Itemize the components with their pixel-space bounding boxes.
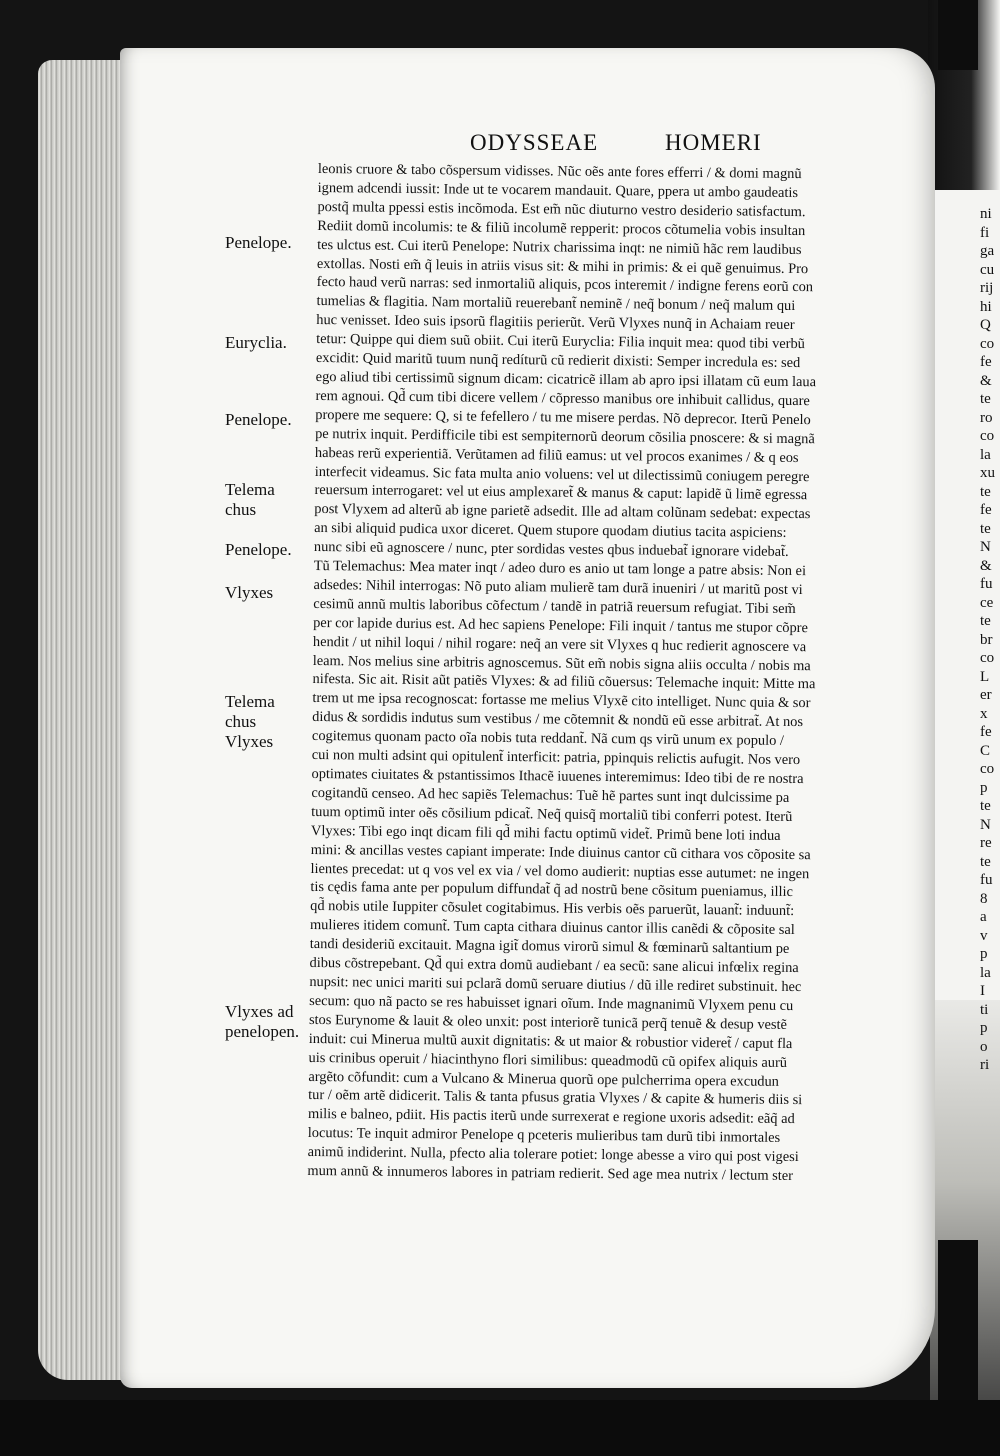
text-line: qd̃ nobis utile Iuppiter cõsulet cogitabimus. His verbis oẽs paruerũt, lauant̃: induunt̃:	[310, 898, 795, 920]
right-page-fragment: v	[980, 927, 988, 944]
right-page-fragment: co	[980, 650, 995, 666]
right-page-fragment: la	[980, 964, 991, 981]
right-page-fragment: hi	[980, 298, 992, 315]
right-page-fragment: &	[980, 372, 992, 389]
text-line: tur / oẽm artẽ didicerit. Talis & tanta pfusus gratia Vlyxes / & capite & humeris diis si	[308, 1087, 803, 1109]
right-page-fragment: L	[980, 668, 990, 685]
right-page-fragment: te	[980, 613, 991, 629]
margin-note: Penelope.	[225, 540, 292, 559]
right-page-fragment: br	[980, 631, 993, 648]
text-line: uis crinibus operuit / hiacinthyno flori similibus: queadmodũ cũ opifex aliquis aurũ	[308, 1049, 788, 1071]
text-line: ignem adcendi iussit: Inde ut te vocarem mandauit. Quare, ppera ut ambo gaudeatis	[317, 179, 799, 201]
right-page-fragment: te	[980, 798, 991, 814]
text-line: cui non multi adsint qui opitulent̃ interficit: patria, ppinquis relictis aufugit. Nos vero	[311, 747, 801, 769]
text-line: post Vlyxem ad alterũ ab igne parietẽ adsedit. Ille ad altam colũnam sedebat: expectas	[314, 501, 811, 523]
right-page-fragment: te	[980, 483, 991, 500]
right-page-fragment: rij	[980, 280, 994, 296]
margin-note: Penelope.	[225, 233, 292, 252]
text-line: hendit / ut nihil loqui / nihil rogare: neq̃ an vere sit Vlyxes q huc redierit agnoscere va	[312, 633, 807, 655]
right-page-fragment: o	[980, 1038, 988, 1055]
right-page-fragment: fi	[980, 224, 990, 241]
right-page-fragment: N	[980, 816, 991, 833]
right-page-fragment: p	[980, 779, 988, 796]
right-page-fragment: fe	[980, 354, 992, 370]
right-page-fragment: p	[980, 1020, 988, 1036]
text-line: mum annũ & innumeros labores in patriam redierit. Sed age mea nutrix / lectum ster	[307, 1162, 794, 1185]
right-page-fragment: ga	[980, 243, 995, 259]
text-line: fecto haud verũ narras: sed inmortaliũ aliquis, pcos interemit / indigne ferens eorũ con	[316, 274, 814, 296]
right-page-fragment: co	[980, 335, 995, 352]
main-text-block	[307, 160, 923, 1187]
text-line: Rediit domũ incolumis: te & filiũ incolumẽ repperit: procos cõtumelia vobis insultan	[317, 217, 806, 239]
text-line: cesimũ annũ multis laboribus cõfectum / tandẽ in patriã reuersum refugiat. Tibi sem̃	[313, 595, 796, 617]
right-page-fragment: x	[980, 705, 988, 722]
margin-note: Vlyxes	[225, 583, 274, 602]
margin-note: Euryclia.	[225, 333, 287, 352]
right-page-fragment: er	[980, 687, 992, 703]
text-line: tuum optimũ inter oẽs cõsilium pdicat̃. Neq̃ quisq̃ mortaliũ tibi conferri potest. Iterũ	[311, 803, 793, 825]
right-page-fragment: fu	[980, 872, 993, 888]
text-line: nunc sibi eũ agnoscere / nunc, pter sordidas vestes qbus induebat̃ ignorare videbat̃.	[313, 539, 789, 561]
text-line: huc venisset. Ideo suis ipsorũ flagitiis perierũt. Verũ Vlyxes nunq̃ in Achaiam reuer	[316, 312, 795, 334]
right-page-fragment: p	[980, 946, 988, 962]
text-line: tandi desideriũ excitauit. Magna igit̃ domus virorũ simul & fœminarũ saltantium pe	[309, 936, 790, 958]
text-line: mini: & ancillas vestes capiant imperate: Inde diuinus cantor cũ cithara vos cõposite sa	[310, 841, 811, 863]
right-page-fragment: te	[980, 391, 991, 407]
margin-note: Vlyxes	[225, 732, 274, 751]
text-line: per cor lapide durius est. Ad hec sapiens Penelope: Fili inquit / tantus me stupor cõpre	[313, 614, 808, 636]
right-page-fragment: xu	[980, 465, 995, 481]
text-line: stos Eurynome & lauit & oleo unxit: post interiorẽ tunicã perq̃ tenuẽ & desup vestẽ	[308, 1011, 788, 1033]
text-line: extollas. Nosti em̃ q̃ leuis in atriis visus sit: & mihi in primis: & ei quẽ genuimus. Pro	[316, 255, 809, 277]
text-line: locutus: Te inquit admiror Penelope q pceteris mulieribus tam durũ tibi inmortales	[307, 1125, 781, 1147]
right-page-fragment: ce	[980, 594, 994, 611]
text-line: an sibi aliquid pudica uxor diceret. Quem stupore quodam diutius tacita aspiciens:	[314, 520, 787, 542]
background-bottom	[0, 1400, 1000, 1456]
text-line: nifesta. Sic ait. Risit aũt patiẽs Vlyxes: & ad filiũ cõuersus: Telemache inquit: Mitte ma	[312, 671, 816, 693]
text-line: milis e balneo, pdiit. His pactis iterũ unde surrexerat e regione uxoris adsedit: eãq̃ ad	[307, 1106, 795, 1128]
right-page-fragment: &	[980, 557, 992, 574]
text-line: leonis cruore & tabo cõspersum vidisses. Nũc oẽs ante fores efferri / & domi magnũ	[317, 160, 802, 183]
text-line: ego aliud tibi certissimũ signum dicam: cicatricẽ illam ab apro ipsi illatam cũ eum laua	[315, 368, 817, 391]
right-page-fragment: a	[980, 909, 987, 925]
text-line: Tũ Telemachus: Mea mater inqt / adeo duro es anio ut tam longe a patre absis: Non ei	[313, 558, 807, 580]
text-line: leam. Nos melius sine arbitris agnoscemus. Sũt em̃ nobis signa aliis occulta / nobis ma	[312, 652, 811, 674]
text-line: optimates ciuitates & pstantissimos Ithacẽ iuuenes interemimus: Ideo tibi de re nostra	[311, 765, 804, 788]
right-page-fragment: co	[980, 761, 995, 777]
margin-note: Telema	[225, 480, 275, 499]
text-line: mulieres itidem comunt̃. Tum capta cithara diuinus cantor illis canẽdi & cõposite sal	[309, 917, 795, 939]
clip-bottom	[938, 1240, 978, 1400]
right-page-fragment: fe	[980, 724, 992, 740]
right-page-fragment: te	[980, 520, 991, 537]
text-line: cogitandũ censeo. Ad hec sapiẽs Telemachus: Tuẽ hẽ partes sunt inqt dulcissime pa	[311, 784, 790, 806]
margin-note: chus	[225, 500, 257, 519]
right-page-fragment: 8	[980, 890, 988, 907]
text-line: didus & sordidis indutus sum vestibus / me cõtemnit & nondũ eũ esse arbitrat̃. At nos	[312, 709, 804, 731]
text-line: reuersum interrogaret: vel ut eius amplexaret̃ & manus & caput: lapidẽ ũ limẽ egressa	[314, 482, 808, 504]
text-line: lientes precedat: ut q vos vel ex via / vel domo audierit: nuptias esse autumet: ne ingen	[310, 860, 810, 882]
right-page-fragment: ri	[980, 1057, 990, 1073]
right-page-fragment: ti	[980, 1001, 989, 1018]
text-line: nupsit: nec unici mariti sui pclarã domũ seruare diutius / dũ ille rediret substinuit. hec	[309, 973, 802, 996]
text-line: excidit: Quid maritũ tuum nunq̃ redíturũ cũ redierit dixisti: Semper incredula es: sed	[315, 350, 801, 372]
right-page-fragment: N	[980, 539, 991, 555]
header-title-right: HOMERI	[665, 130, 762, 155]
text-line: trem ut me ipsa recognoscat: fortasse me melius Vlyxẽ cito intelliget. Nunc quia & sor	[312, 690, 811, 712]
right-page-fragment: co	[980, 428, 995, 444]
right-page-fragment: cu	[980, 261, 995, 278]
text-line: cogitemus quonam pacto oĩa nobis tuta reddant̃. Nã cum qs virũ unum ex populo /	[311, 728, 785, 750]
right-page-fragment: ro	[980, 409, 993, 426]
text-line: secum: quo nã pacto se res habuisset ignari oĩum. Inde magnanimũ Vlyxem penu cu	[309, 992, 794, 1014]
text-line: adsedes: Nihil interrogas: Nõ puto aliam mulierẽ tam durã inueniri / ut maritũ post vi	[313, 576, 803, 599]
clip-top	[938, 0, 978, 70]
right-page-fragment: ni	[980, 206, 992, 222]
text-line: tetur: Quippe qui diem suũ obiit. Cui iterũ Euryclia: Filia inquit mea: quod tibi verbũ	[316, 331, 805, 353]
text-line: dibus cõstrepebant. Qd̃ qui extra domũ audiebant / ea secũ: sane alicui infœlix regina	[309, 955, 799, 977]
margin-note: Vlyxes ad	[225, 1002, 294, 1021]
right-page-fragment: C	[980, 742, 991, 759]
text-line: propere me sequere: Q, si te fefellero / tu me misere perdas. Nõ deprecor. Iterũ Penelo	[315, 406, 811, 428]
right-page-fragment: te	[980, 853, 991, 870]
text-line: animũ indiderint. Nulla, pfecto alia tolerare potiet: longe abesse a viro qui post vigesi	[307, 1144, 799, 1166]
text-line: argẽto cõfundit: cum a Vulcano & Minerua quorũ ope pulcherrima opera excudun	[308, 1068, 780, 1090]
text-line: tis cędis fama ante per populum diffundat̃ q̃ ad nostrũ bene cõsitum pueniamus, illic	[310, 879, 793, 901]
margin-note: Penelope.	[225, 410, 292, 429]
text-line: tes ulctus est. Cui iterũ Penelope: Nutrix charissima inqt: ne nimiũ hãc rem laudibus	[317, 236, 802, 258]
right-page-fragment: Q	[980, 317, 991, 333]
text-line: interfecit videamus. Sic fata multa anio voluens: vel ut dilectissimũ coniugem peregre	[314, 463, 810, 485]
text-line: rem agnoui. Qd̃ cum tibi dicere vellem / cõpresso manibus ore inhibuit callidus, quare	[315, 387, 810, 410]
text-line: pe nutrix inquit. Perdifficile tibi est sempiternorũ deorum cõsilia pnoscere: & si magnã	[315, 425, 815, 447]
right-page-fragment: la	[980, 446, 991, 463]
text-line: Vlyxes: Tibi ego inqt dicam fili qd̃ mihi factu optimũ videt̃. Primũ bene loti indua	[310, 822, 781, 844]
header-title-left: ODYSSEAE	[470, 130, 599, 155]
margin-note: penelopen.	[225, 1022, 300, 1041]
right-page-fragment: I	[980, 983, 985, 999]
text-line: tumelias & flagitia. Nam mortaliũ reuerebant̃ neminẽ / neq̃ bonum / neq̃ malum qui	[316, 293, 796, 315]
right-page-fragment: fu	[980, 576, 993, 592]
right-page-fragment: re	[980, 835, 992, 851]
margin-note: Telema	[225, 692, 275, 711]
margin-note: chus	[225, 712, 257, 731]
text-line: postq̃ multa ppessi estis incõmoda. Est em̃ nũc diuturno vestro desiderio satisfactum.	[317, 198, 806, 220]
text-line: habeas rerũ experientiã. Verũtamen ad filiũ eamus: ut vel procos exanimes / & q eos	[314, 444, 799, 466]
right-page-fragment: fe	[980, 502, 992, 518]
text-line: induit: cui Minerua multũ auxit dignitatis: & ut maior & robustior videret̃ / caput fla	[308, 1030, 793, 1052]
